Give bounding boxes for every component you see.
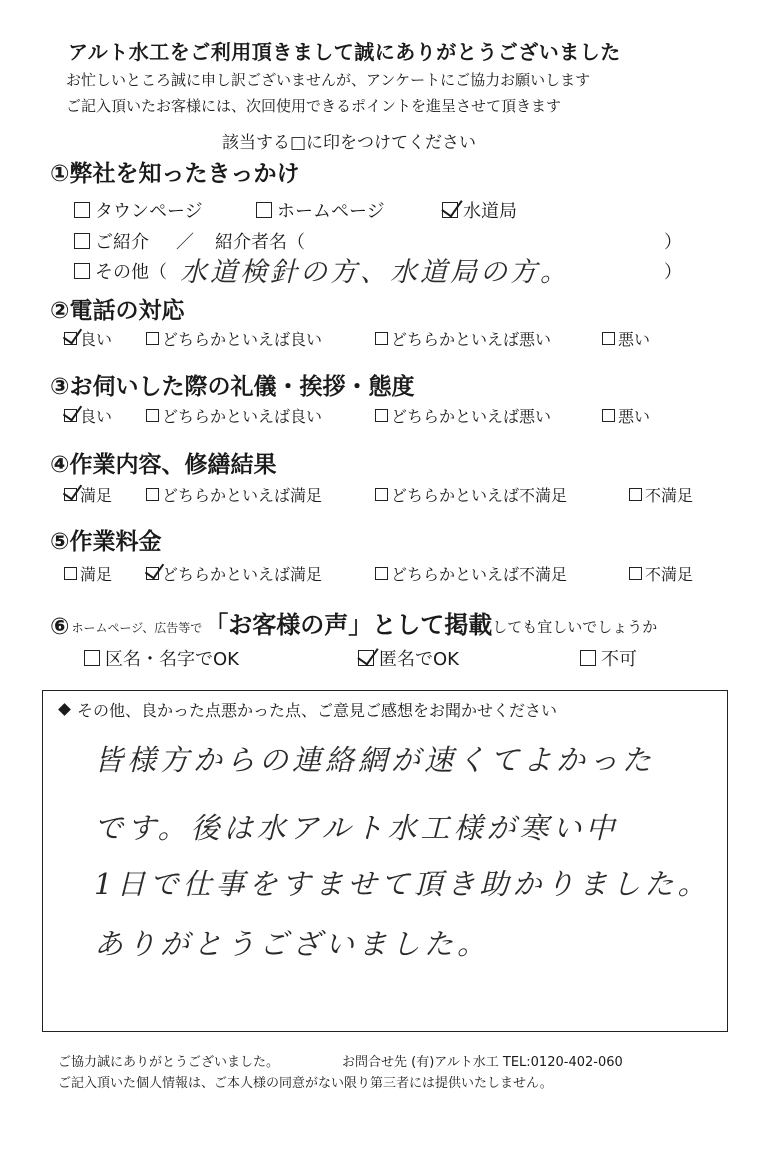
- checkbox[interactable]: [375, 332, 388, 345]
- checkbox[interactable]: [146, 409, 159, 422]
- checkbox[interactable]: [580, 650, 596, 666]
- other-handwritten-answer: 水道検針の方、水道局の方。: [180, 257, 570, 288]
- option-label: 不満足: [645, 486, 694, 505]
- option-label: 悪い: [618, 330, 651, 349]
- option-label: 悪い: [618, 407, 651, 426]
- q6-option-anonymous-ok[interactable]: [358, 645, 459, 671]
- option-label: その他（: [95, 262, 167, 283]
- q4-option-unsatisfied[interactable]: [629, 483, 693, 506]
- checkbox-checked[interactable]: [64, 332, 77, 345]
- option-label: 満足: [80, 486, 113, 505]
- q6-prefix: ホームページ、広告等で: [71, 621, 203, 635]
- q6-number: ⑥: [50, 614, 70, 640]
- q3-title: ③お伺いした際の礼儀・挨拶・態度: [50, 374, 415, 400]
- option-label: どちらかといえば悪い: [391, 330, 552, 349]
- option-label: どちらかといえば悪い: [391, 407, 552, 426]
- footer-contact: お問合せ先 (有)アルト水工 TEL:0120-402-060: [342, 1055, 623, 1070]
- option-label: どちらかといえば不満足: [391, 565, 568, 584]
- q1-option-shoukai[interactable]: [74, 228, 149, 254]
- option-label: 水道局: [463, 201, 517, 222]
- q3-option-rather-good[interactable]: [146, 404, 322, 427]
- checkbox[interactable]: [146, 488, 159, 501]
- instruction-text: 該当する□に印をつけてください: [222, 133, 477, 153]
- intro-line-1: お忙しいところ誠に申し訳ございませんが、アンケートにご協力お願いします: [66, 71, 591, 89]
- q2-title: ②電話の対応: [50, 298, 185, 324]
- survey-title: アルト水工をご利用頂きまして誠にありがとうございました: [68, 40, 621, 64]
- checkbox[interactable]: [146, 332, 159, 345]
- option-label: ホームページ: [277, 201, 385, 222]
- q6-option-not-allowed[interactable]: [580, 645, 637, 671]
- option-label: どちらかといえば満足: [162, 565, 323, 584]
- checkbox-checked[interactable]: [146, 567, 159, 580]
- checkbox[interactable]: [375, 567, 388, 580]
- option-label: 不満足: [645, 565, 694, 584]
- checkbox-checked[interactable]: [442, 202, 458, 218]
- q5-option-unsatisfied[interactable]: [629, 562, 693, 585]
- option-label: ご紹介: [95, 232, 149, 253]
- q2-option-good[interactable]: [64, 327, 112, 350]
- q5-option-rather-unsatisfied[interactable]: [375, 562, 567, 585]
- checkbox[interactable]: [375, 409, 388, 422]
- q4-option-rather-unsatisfied[interactable]: [375, 483, 567, 506]
- q3-option-bad[interactable]: [602, 404, 650, 427]
- checkbox[interactable]: [629, 567, 642, 580]
- q1-option-other[interactable]: [74, 258, 167, 284]
- comment-line-2: です。後は水アルト水工様が寒い中: [94, 811, 619, 845]
- diamond-icon: [58, 703, 71, 716]
- q4-title: ④作業内容、修繕結果: [50, 452, 277, 478]
- q3-option-rather-bad[interactable]: [375, 404, 551, 427]
- intro-line-2: ご記入頂いたお客様には、次回使用できるポイントを進呈させて頂きます: [66, 97, 562, 115]
- option-label: 良い: [80, 407, 113, 426]
- q6-option-name-ok[interactable]: [84, 645, 239, 671]
- q2-option-bad[interactable]: [602, 327, 650, 350]
- q1-option-townpage[interactable]: [74, 197, 203, 223]
- comment-heading-text: その他、良かった点悪かった点、ご意見ご感想をお聞かせください: [77, 701, 558, 720]
- q4-option-rather-satisfied[interactable]: [146, 483, 322, 506]
- checkbox[interactable]: [64, 567, 77, 580]
- option-label: どちらかといえば満足: [162, 486, 323, 505]
- checkbox[interactable]: [602, 409, 615, 422]
- q6-title: [50, 605, 657, 640]
- introducer-close-paren: ）: [664, 232, 682, 253]
- checkbox[interactable]: [74, 233, 90, 249]
- q6-suffix: しても宜しいでしょうか: [492, 618, 658, 636]
- option-label: どちらかといえば不満足: [391, 486, 568, 505]
- option-label: 不可: [601, 649, 637, 670]
- q6-highlight: 「お客様の声」として掲載: [204, 611, 493, 639]
- checkbox[interactable]: [74, 263, 90, 279]
- option-label: 満足: [80, 565, 113, 584]
- option-label: どちらかといえば良い: [162, 407, 323, 426]
- q3-option-good[interactable]: [64, 404, 112, 427]
- comment-line-1: 皆様方からの連絡網が速くてよかった: [94, 743, 656, 777]
- option-label: タウンページ: [95, 201, 203, 222]
- footer-thanks: ご協力誠にありがとうございました。: [58, 1055, 280, 1070]
- q5-title: ⑤作業料金: [50, 529, 162, 555]
- q1-option-suidou[interactable]: [442, 197, 517, 223]
- comment-heading: [60, 698, 557, 721]
- checkbox-checked[interactable]: [64, 409, 77, 422]
- checkbox[interactable]: [84, 650, 100, 666]
- checkbox-checked[interactable]: [64, 488, 77, 501]
- comment-line-3: 1日で仕事をすませて頂き助かりました。: [94, 867, 711, 901]
- q2-option-rather-good[interactable]: [146, 327, 322, 350]
- checkbox[interactable]: [629, 488, 642, 501]
- q4-option-satisfied[interactable]: [64, 483, 112, 506]
- slash: ／: [176, 232, 194, 253]
- comment-line-4: ありがとうございました。: [94, 927, 491, 961]
- checkbox[interactable]: [602, 332, 615, 345]
- q5-option-satisfied[interactable]: [64, 562, 112, 585]
- checkbox-checked[interactable]: [358, 650, 374, 666]
- footer-privacy: ご記入頂いた個人情報は、ご本人様の同意がない限り第三者には提供いたしません。: [58, 1076, 553, 1091]
- option-label: 良い: [80, 330, 113, 349]
- checkbox[interactable]: [375, 488, 388, 501]
- option-label: どちらかといえば良い: [162, 330, 323, 349]
- q1-option-homepage[interactable]: [256, 197, 385, 223]
- other-close-paren: ）: [664, 262, 682, 283]
- q5-option-rather-satisfied[interactable]: [146, 562, 322, 585]
- checkbox[interactable]: [256, 202, 272, 218]
- q2-option-rather-bad[interactable]: [375, 327, 551, 350]
- introducer-label: 紹介者名（: [215, 232, 305, 253]
- option-label: 区名・名字でOK: [105, 649, 239, 670]
- q1-title: ①弊社を知ったきっかけ: [50, 161, 300, 187]
- option-label: 匿名でOK: [379, 649, 459, 670]
- checkbox[interactable]: [74, 202, 90, 218]
